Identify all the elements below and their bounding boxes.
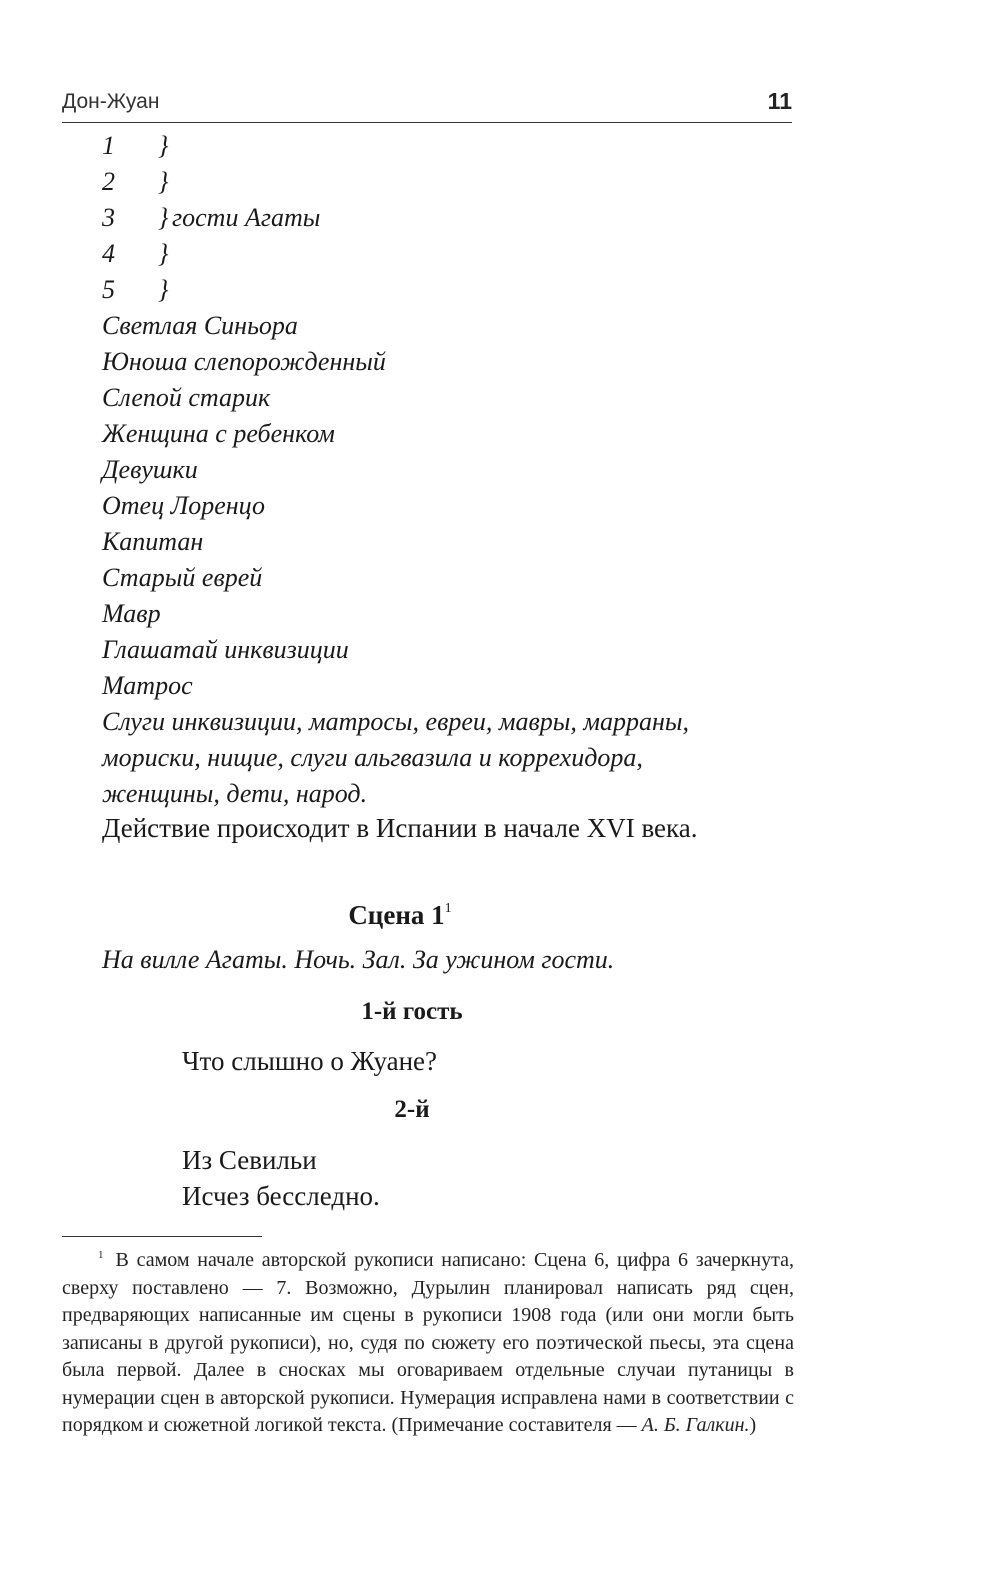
character-name: Глашатай инквизиции [102,635,349,664]
guest-number: 5 [102,275,115,304]
guest-number: 3 [102,203,115,232]
page-number: 11 [767,88,792,114]
running-header [62,86,792,123]
character-name: Отец Лоренцо [102,491,265,520]
character-name: Юноша слепорожденный [102,347,386,376]
stage-direction: На вилле Агаты. Ночь. Зал. За ужином гости. [102,945,615,974]
character-name: Старый еврей [102,563,263,592]
character-name: Девушки [102,455,198,484]
guest-line [102,128,802,164]
character-name: Матрос [102,671,193,700]
cast-list [102,128,802,812]
crowd-line: Слуги инквизиции, матросы, евреи, мавры, марраны, [102,707,689,736]
speech-line: Из Севильи [182,1145,317,1175]
footnote-mark: 1 [98,1249,104,1261]
crowd-line: мориски, нищие, слуги альгвазила и коррехидора, [102,743,643,772]
guest-number: 1 [102,131,115,160]
brace: } [158,239,169,268]
footnote-divider [62,1236,262,1237]
speaker-name: 1-й гость [361,998,463,1025]
guest-line [102,164,802,200]
brace: } [158,167,169,196]
speech-line: Исчез бесследно. [182,1181,380,1211]
brace: } [158,275,169,304]
footnote [62,1242,794,1440]
guest-line [102,236,802,272]
speaker-name: 2-й [394,1096,430,1123]
brace: } [158,203,169,232]
footnote-reference: 1 [444,901,452,916]
guest-number: 2 [102,167,115,196]
footnote-author: А. Б. Галкин. [641,1414,750,1436]
scene-title: Сцена 1 [348,900,445,930]
character-name: Светлая Синьора [102,311,298,340]
crowd-line: женщины, дети, народ. [102,779,368,808]
speech-line: Что слышно о Жуане? [182,1046,437,1076]
brace: } [158,131,169,160]
guest-number: 4 [102,239,115,268]
character-name: Капитан [102,527,204,556]
guest-line [102,200,802,236]
scene-heading [0,900,800,931]
character-name: Слепой старик [102,383,271,412]
running-title: Дон-Жуан [62,90,160,113]
footnote-text: В самом начале авторской рукописи написано: Сцена 6, цифра 6 зачеркнута, сверху поставлено — 7. Возможно, Дурылин планировал написать ряд сцен, предваряющих написанные им сцены в рукописи 1908 года (или они могли быть записаны в другой рукописи), но, судя по сюжету его поэтической пьесы, эта сцена была первой. Далее в сносках мы оговариваем отдельные случаи путаницы в нумерации сцен в авторской рукописи. Нумерация исправлена нами в соответствии с порядком и сюжетной логикой текста. (Примечание составителя — [62,1249,794,1436]
footnote-closing: ) [749,1414,757,1436]
setting-note: Действие происходит в Испании в начале XVI века. [102,813,698,843]
character-name: Женщина с ребенком [102,419,335,448]
guest-line [102,272,802,308]
guest-label: гости Агаты [172,203,321,232]
character-name: Мавр [102,599,161,628]
